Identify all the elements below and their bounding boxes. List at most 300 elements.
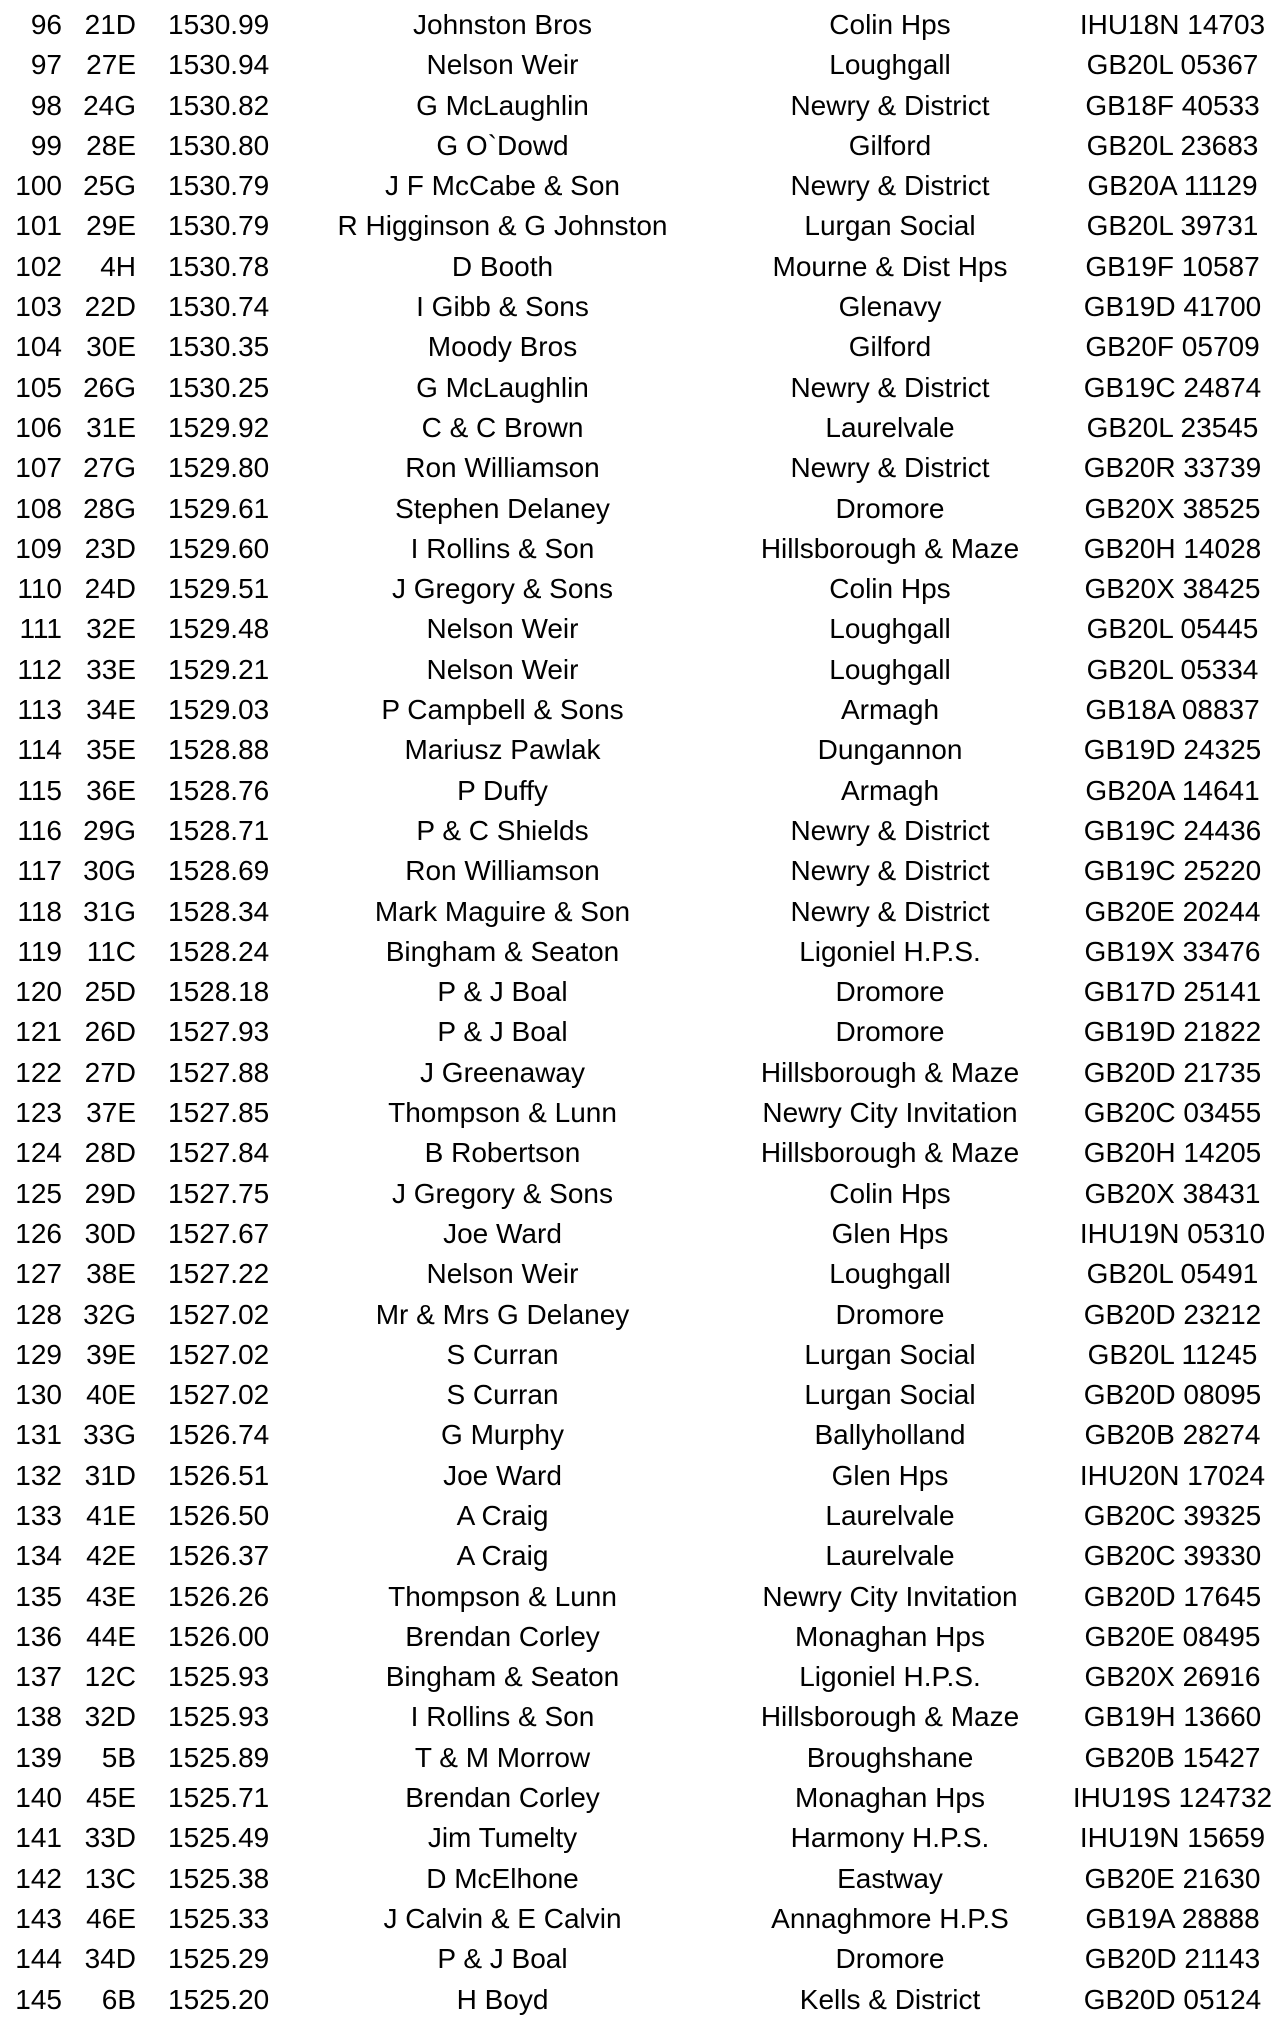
pen-cell: 35E	[86, 734, 136, 766]
table-row	[0, 892, 1285, 932]
name-cell: Bingham & Seaton	[385, 935, 620, 967]
ring-number-cell: GB20B 28274	[1084, 1419, 1261, 1451]
name-cell: T & M Morrow	[414, 1741, 591, 1773]
table-row	[0, 45, 1285, 85]
pen-cell: 33D	[84, 1822, 136, 1854]
velocity-cell: 1529.21	[168, 653, 270, 685]
table-row	[0, 206, 1285, 246]
pen-cell: 22D	[84, 291, 136, 323]
club-cell: Newry & District	[790, 895, 990, 927]
club-cell: Laurelvale	[825, 1540, 955, 1572]
ring-number-cell: GB20D 21143	[1084, 1943, 1261, 1975]
pen-cell: 24G	[83, 89, 136, 121]
club-cell: Kells & District	[799, 1983, 981, 2015]
ring-number-cell: GB19X 33476	[1084, 935, 1261, 967]
club-cell: Newry City Invitation	[762, 1097, 1018, 1129]
club-cell: Newry & District	[790, 814, 990, 846]
club-cell: Dromore	[835, 1943, 945, 1975]
velocity-cell: 1528.71	[168, 814, 270, 846]
position-cell: 139	[15, 1741, 62, 1773]
velocity-cell: 1530.79	[168, 210, 270, 242]
pen-cell: 32G	[83, 1298, 136, 1330]
ring-number-cell: GB20E 21630	[1084, 1862, 1261, 1894]
name-cell: Nelson Weir	[426, 613, 579, 645]
name-cell: P & J Boal	[437, 976, 568, 1008]
table-row	[0, 1496, 1285, 1536]
table-row	[0, 932, 1285, 972]
position-cell: 138	[15, 1701, 62, 1733]
club-cell: Newry & District	[790, 855, 990, 887]
club-cell: Armagh	[840, 774, 940, 806]
pen-cell: 23D	[84, 532, 136, 564]
ring-number-cell: GB20H 14205	[1083, 1137, 1262, 1169]
position-cell: 99	[30, 129, 62, 161]
pen-cell: 46E	[86, 1902, 136, 1934]
velocity-cell: 1525.89	[168, 1741, 270, 1773]
name-cell: C & C Brown	[421, 411, 584, 443]
table-row	[0, 1859, 1285, 1899]
name-cell: Thompson & Lunn	[388, 1097, 617, 1129]
ring-number-cell: GB20L 23683	[1086, 129, 1259, 161]
club-cell: Newry City Invitation	[762, 1580, 1018, 1612]
name-cell: Ron Williamson	[405, 855, 600, 887]
table-row	[0, 1617, 1285, 1657]
ring-number-cell: GB20H 14028	[1083, 532, 1262, 564]
name-cell: Stephen Delaney	[395, 492, 610, 524]
table-row	[0, 529, 1285, 569]
position-cell: 103	[15, 291, 62, 323]
pen-cell: 45E	[86, 1782, 136, 1814]
table-row	[0, 5, 1285, 45]
name-cell: J Calvin & E Calvin	[383, 1902, 622, 1934]
pen-cell: 39E	[86, 1338, 136, 1370]
ring-number-cell: GB19D 24325	[1083, 734, 1262, 766]
velocity-cell: 1529.51	[168, 573, 270, 605]
ring-number-cell: GB20L 11245	[1087, 1338, 1258, 1370]
table-row	[0, 690, 1285, 730]
table-row	[0, 1053, 1285, 1093]
club-cell: Broughshane	[806, 1741, 974, 1773]
name-cell: Bingham & Seaton	[385, 1661, 620, 1693]
club-cell: Armagh	[840, 694, 940, 726]
name-cell: Nelson Weir	[426, 1258, 579, 1290]
table-row	[0, 1738, 1285, 1778]
velocity-cell: 1527.93	[168, 1016, 270, 1048]
pen-cell: 6B	[101, 1983, 136, 2015]
velocity-cell: 1525.38	[168, 1862, 270, 1894]
ring-number-cell: GB20E 08495	[1084, 1620, 1261, 1652]
velocity-cell: 1526.00	[168, 1620, 270, 1652]
table-row	[0, 1657, 1285, 1697]
position-cell: 106	[15, 411, 62, 443]
club-cell: Dromore	[835, 976, 945, 1008]
table-row	[0, 1335, 1285, 1375]
club-cell: Annaghmore H.P.S	[771, 1902, 1009, 1934]
position-cell: 117	[17, 855, 62, 887]
pen-cell: 32E	[86, 613, 136, 645]
club-cell: Loughgall	[829, 49, 951, 81]
name-cell: I Rollins & Son	[410, 532, 595, 564]
velocity-cell: 1525.33	[168, 1902, 270, 1934]
club-cell: Lurgan Social	[804, 1379, 976, 1411]
pen-cell: 28D	[84, 1137, 136, 1169]
club-cell: Lurgan Social	[804, 1338, 976, 1370]
club-cell: Ligoniel H.P.S.	[799, 1661, 981, 1693]
name-cell: P & J Boal	[437, 1016, 568, 1048]
pen-cell: 26D	[84, 1016, 136, 1048]
name-cell: I Gibb & Sons	[416, 291, 589, 323]
velocity-cell: 1527.02	[168, 1298, 270, 1330]
velocity-cell: 1525.93	[168, 1701, 270, 1733]
position-cell: 135	[15, 1580, 62, 1612]
ring-number-cell: GB20R 33739	[1083, 452, 1262, 484]
club-cell: Loughgall	[829, 653, 951, 685]
ring-number-cell: GB20D 17645	[1083, 1580, 1262, 1612]
ring-number-cell: GB20C 39325	[1083, 1499, 1262, 1531]
ring-number-cell: GB20L 05445	[1086, 613, 1259, 645]
club-cell: Loughgall	[829, 1258, 951, 1290]
club-cell: Colin Hps	[829, 9, 951, 40]
club-cell: Mourne & Dist Hps	[772, 250, 1008, 282]
velocity-cell: 1530.25	[168, 371, 270, 403]
position-cell: 129	[15, 1338, 62, 1370]
ring-number-cell: GB20C 03455	[1083, 1097, 1262, 1129]
table-row	[0, 1939, 1285, 1979]
ring-number-cell: GB20D 05124	[1083, 1983, 1262, 2015]
club-cell: Dromore	[835, 1016, 945, 1048]
club-cell: Gilford	[848, 129, 932, 161]
club-cell: Newry & District	[790, 452, 990, 484]
velocity-cell: 1527.02	[168, 1379, 270, 1411]
position-cell: 119	[17, 935, 62, 967]
velocity-cell: 1530.35	[168, 331, 270, 363]
pen-cell: 37E	[86, 1097, 136, 1129]
position-cell: 134	[15, 1540, 62, 1572]
ring-number-cell: IHU20N 17024	[1079, 1459, 1266, 1491]
ring-number-cell: GB20E 20244	[1084, 895, 1261, 927]
position-cell: 96	[30, 9, 62, 40]
pen-cell: 32D	[84, 1701, 136, 1733]
name-cell: D Booth	[451, 250, 554, 282]
table-row	[0, 811, 1285, 851]
ring-number-cell: GB20B 15427	[1084, 1741, 1261, 1773]
ring-number-cell: GB20L 23545	[1086, 411, 1259, 443]
club-cell: Loughgall	[829, 613, 951, 645]
pen-cell: 13C	[84, 1862, 136, 1894]
pen-cell: 36E	[86, 774, 136, 806]
name-cell: G McLaughlin	[416, 371, 589, 403]
club-cell: Gilford	[848, 331, 932, 363]
pen-cell: 44E	[86, 1620, 136, 1652]
name-cell: Mariusz Pawlak	[404, 734, 601, 766]
velocity-cell: 1529.60	[168, 532, 270, 564]
velocity-cell: 1529.92	[168, 411, 270, 443]
velocity-cell: 1528.24	[168, 935, 270, 967]
pen-cell: 27E	[86, 49, 136, 81]
name-cell: J F McCabe & Son	[385, 170, 620, 202]
table-row	[0, 1093, 1285, 1133]
velocity-cell: 1528.18	[168, 976, 270, 1008]
club-cell: Hillsborough & Maze	[760, 1056, 1020, 1088]
pen-cell: 12C	[84, 1661, 136, 1693]
pen-cell: 33G	[83, 1419, 136, 1451]
position-cell: 137	[15, 1661, 62, 1693]
velocity-cell: 1530.79	[168, 170, 270, 202]
position-cell: 140	[15, 1782, 62, 1814]
table-row	[0, 1375, 1285, 1415]
pen-cell: 29E	[86, 210, 136, 242]
pen-cell: 29D	[84, 1177, 136, 1209]
ring-number-cell: GB20L 39731	[1086, 210, 1259, 242]
pen-cell: 5B	[101, 1741, 136, 1773]
velocity-cell: 1526.74	[168, 1419, 270, 1451]
table-row	[0, 1899, 1285, 1939]
table-row	[0, 1980, 1285, 2020]
position-cell: 116	[17, 814, 62, 846]
table-row	[0, 287, 1285, 327]
table-row	[0, 1697, 1285, 1737]
club-cell: Eastway	[837, 1862, 943, 1894]
table-row	[0, 1536, 1285, 1576]
name-cell: Brendan Corley	[405, 1782, 600, 1814]
pen-cell: 40E	[86, 1379, 136, 1411]
club-cell: Newry & District	[790, 170, 990, 202]
table-row	[0, 166, 1285, 206]
velocity-cell: 1526.51	[168, 1459, 270, 1491]
name-cell: H Boyd	[456, 1983, 549, 2015]
ring-number-cell: GB19D 41700	[1083, 291, 1262, 323]
velocity-cell: 1525.20	[168, 1983, 270, 2015]
table-row	[0, 771, 1285, 811]
table-row	[0, 1254, 1285, 1294]
position-cell: 123	[15, 1097, 62, 1129]
pen-cell: 41E	[86, 1499, 136, 1531]
table-row	[0, 86, 1285, 126]
club-cell: Newry & District	[790, 89, 990, 121]
pen-cell: 34D	[84, 1943, 136, 1975]
position-cell: 124	[15, 1137, 62, 1169]
table-row	[0, 730, 1285, 770]
name-cell: B Robertson	[424, 1137, 581, 1169]
ring-number-cell: GB20C 39330	[1083, 1540, 1262, 1572]
club-cell: Monaghan Hps	[795, 1782, 985, 1814]
velocity-cell: 1527.67	[168, 1217, 270, 1249]
table-row	[0, 1415, 1285, 1455]
ring-number-cell: GB20X 26916	[1084, 1661, 1261, 1693]
name-cell: S Curran	[446, 1338, 559, 1370]
ring-number-cell: GB20X 38525	[1084, 492, 1261, 524]
table-row	[0, 1456, 1285, 1496]
table-row	[0, 1214, 1285, 1254]
table-row	[0, 1295, 1285, 1335]
position-cell: 114	[17, 734, 62, 766]
ring-number-cell: GB20X 38425	[1084, 573, 1261, 605]
ring-number-cell: GB20L 05491	[1086, 1258, 1259, 1290]
position-cell: 105	[15, 371, 62, 403]
club-cell: Hillsborough & Maze	[760, 1701, 1020, 1733]
position-cell: 122	[15, 1056, 62, 1088]
velocity-cell: 1528.34	[168, 895, 270, 927]
pen-cell: 25D	[84, 976, 136, 1008]
club-cell: Dromore	[835, 1298, 945, 1330]
velocity-cell: 1528.88	[168, 734, 270, 766]
position-cell: 108	[15, 492, 62, 524]
table-row	[0, 1174, 1285, 1214]
position-cell: 97	[30, 49, 62, 81]
position-cell: 109	[15, 532, 62, 564]
pen-cell: 30D	[84, 1217, 136, 1249]
position-cell: 126	[15, 1217, 62, 1249]
table-row	[0, 569, 1285, 609]
name-cell: Jim Tumelty	[427, 1822, 578, 1854]
ring-number-cell: GB20L 05334	[1086, 653, 1259, 685]
position-cell: 145	[15, 1983, 62, 2015]
table-row	[0, 851, 1285, 891]
pen-cell: 33E	[86, 653, 136, 685]
velocity-cell: 1529.61	[168, 492, 270, 524]
velocity-cell: 1527.22	[168, 1258, 270, 1290]
position-cell: 131	[15, 1419, 62, 1451]
ring-number-cell: GB18F 40533	[1085, 89, 1260, 121]
position-cell: 104	[15, 331, 62, 363]
position-cell: 101	[15, 210, 62, 242]
pen-cell: 31E	[86, 411, 136, 443]
ring-number-cell: GB20L 05367	[1086, 49, 1259, 81]
club-cell: Dromore	[835, 492, 945, 524]
name-cell: Nelson Weir	[426, 49, 579, 81]
ring-number-cell: GB20A 14641	[1085, 774, 1260, 806]
position-cell: 143	[15, 1902, 62, 1934]
name-cell: Moody Bros	[427, 331, 578, 363]
ring-number-cell: GB19D 21822	[1083, 1016, 1262, 1048]
name-cell: J Gregory & Sons	[392, 1177, 613, 1209]
position-cell: 121	[15, 1016, 62, 1048]
table-row	[0, 327, 1285, 367]
club-cell: Colin Hps	[829, 573, 951, 605]
pen-cell: 4H	[100, 250, 136, 282]
velocity-cell: 1530.99	[168, 9, 270, 40]
table-row	[0, 609, 1285, 649]
club-cell: Ligoniel H.P.S.	[799, 935, 981, 967]
pen-cell: 29G	[83, 814, 136, 846]
position-cell: 132	[15, 1459, 62, 1491]
ring-number-cell: GB17D 25141	[1083, 976, 1262, 1008]
velocity-cell: 1526.26	[168, 1580, 270, 1612]
name-cell: Joe Ward	[443, 1459, 562, 1491]
ring-number-cell: GB19C 24436	[1083, 814, 1262, 846]
velocity-cell: 1530.74	[168, 291, 270, 323]
table-row	[0, 1818, 1285, 1858]
velocity-cell: 1527.85	[168, 1097, 270, 1129]
pen-cell: 38E	[86, 1258, 136, 1290]
club-cell: Ballyholland	[814, 1419, 966, 1451]
velocity-cell: 1529.03	[168, 694, 270, 726]
velocity-cell: 1528.76	[168, 774, 270, 806]
name-cell: Mr & Mrs G Delaney	[375, 1298, 630, 1330]
club-cell: Lurgan Social	[804, 210, 976, 242]
velocity-cell: 1527.88	[168, 1056, 270, 1088]
table-row	[0, 247, 1285, 287]
club-cell: Glen Hps	[831, 1217, 949, 1249]
velocity-cell: 1530.78	[168, 250, 270, 282]
pen-cell: 31D	[84, 1459, 136, 1491]
name-cell: J Greenaway	[420, 1056, 585, 1088]
velocity-cell: 1527.84	[168, 1137, 270, 1169]
table-row	[0, 972, 1285, 1012]
club-cell: Glenavy	[838, 291, 942, 323]
pen-cell: 27D	[84, 1056, 136, 1088]
velocity-cell: 1530.94	[168, 49, 270, 81]
name-cell: I Rollins & Son	[410, 1701, 595, 1733]
name-cell: P & J Boal	[437, 1943, 568, 1975]
ring-number-cell: IHU19N 15659	[1079, 1822, 1266, 1854]
name-cell: Johnston Bros	[413, 9, 592, 40]
velocity-cell: 1529.80	[168, 452, 270, 484]
ring-number-cell: GB20A 11129	[1087, 170, 1258, 202]
velocity-cell: 1529.48	[168, 613, 270, 645]
ring-number-cell: GB19A 28888	[1085, 1902, 1260, 1934]
name-cell: G O`Dowd	[436, 129, 569, 161]
ring-number-cell: GB20D 21735	[1083, 1056, 1262, 1088]
position-cell: 142	[15, 1862, 62, 1894]
position-cell: 127	[15, 1258, 62, 1290]
velocity-cell: 1525.93	[168, 1661, 270, 1693]
pen-cell: 27G	[83, 452, 136, 484]
name-cell: J Gregory & Sons	[392, 573, 613, 605]
velocity-cell: 1530.80	[168, 129, 270, 161]
pen-cell: 30E	[86, 331, 136, 363]
ring-number-cell: GB20X 38431	[1084, 1177, 1261, 1209]
pen-cell: 26G	[83, 371, 136, 403]
pen-cell: 28G	[83, 492, 136, 524]
ring-number-cell: GB19H 13660	[1083, 1701, 1262, 1733]
position-cell: 102	[15, 250, 62, 282]
position-cell: 118	[17, 895, 62, 927]
velocity-cell: 1525.49	[168, 1822, 270, 1854]
pen-cell: 24D	[84, 573, 136, 605]
velocity-cell: 1525.29	[168, 1943, 270, 1975]
name-cell: G McLaughlin	[416, 89, 589, 121]
name-cell: P Campbell & Sons	[381, 694, 624, 726]
table-row	[0, 1577, 1285, 1617]
position-cell: 133	[15, 1499, 62, 1531]
position-cell: 100	[15, 170, 62, 202]
club-cell: Laurelvale	[825, 1499, 955, 1531]
position-cell: 128	[15, 1298, 62, 1330]
club-cell: Hillsborough & Maze	[760, 1137, 1020, 1169]
ring-number-cell: IHU19S 124732	[1072, 1782, 1273, 1814]
position-cell: 120	[15, 976, 62, 1008]
position-cell: 110	[17, 573, 62, 605]
position-cell: 107	[15, 452, 62, 484]
pen-cell: 42E	[86, 1540, 136, 1572]
ring-number-cell: GB20F 05709	[1085, 331, 1260, 363]
pen-cell: 25G	[83, 170, 136, 202]
table-row	[0, 1012, 1285, 1052]
position-cell: 115	[17, 774, 62, 806]
name-cell: A Craig	[456, 1540, 549, 1572]
table-row	[0, 368, 1285, 408]
position-cell: 113	[17, 694, 62, 726]
name-cell: G Murphy	[441, 1419, 564, 1451]
results-table	[0, 5, 1285, 2020]
velocity-cell: 1527.75	[168, 1177, 270, 1209]
position-cell: 136	[15, 1620, 62, 1652]
position-cell: 98	[30, 89, 62, 121]
table-row	[0, 1778, 1285, 1818]
ring-number-cell: IHU19N 05310	[1079, 1217, 1266, 1249]
name-cell: S Curran	[446, 1379, 559, 1411]
